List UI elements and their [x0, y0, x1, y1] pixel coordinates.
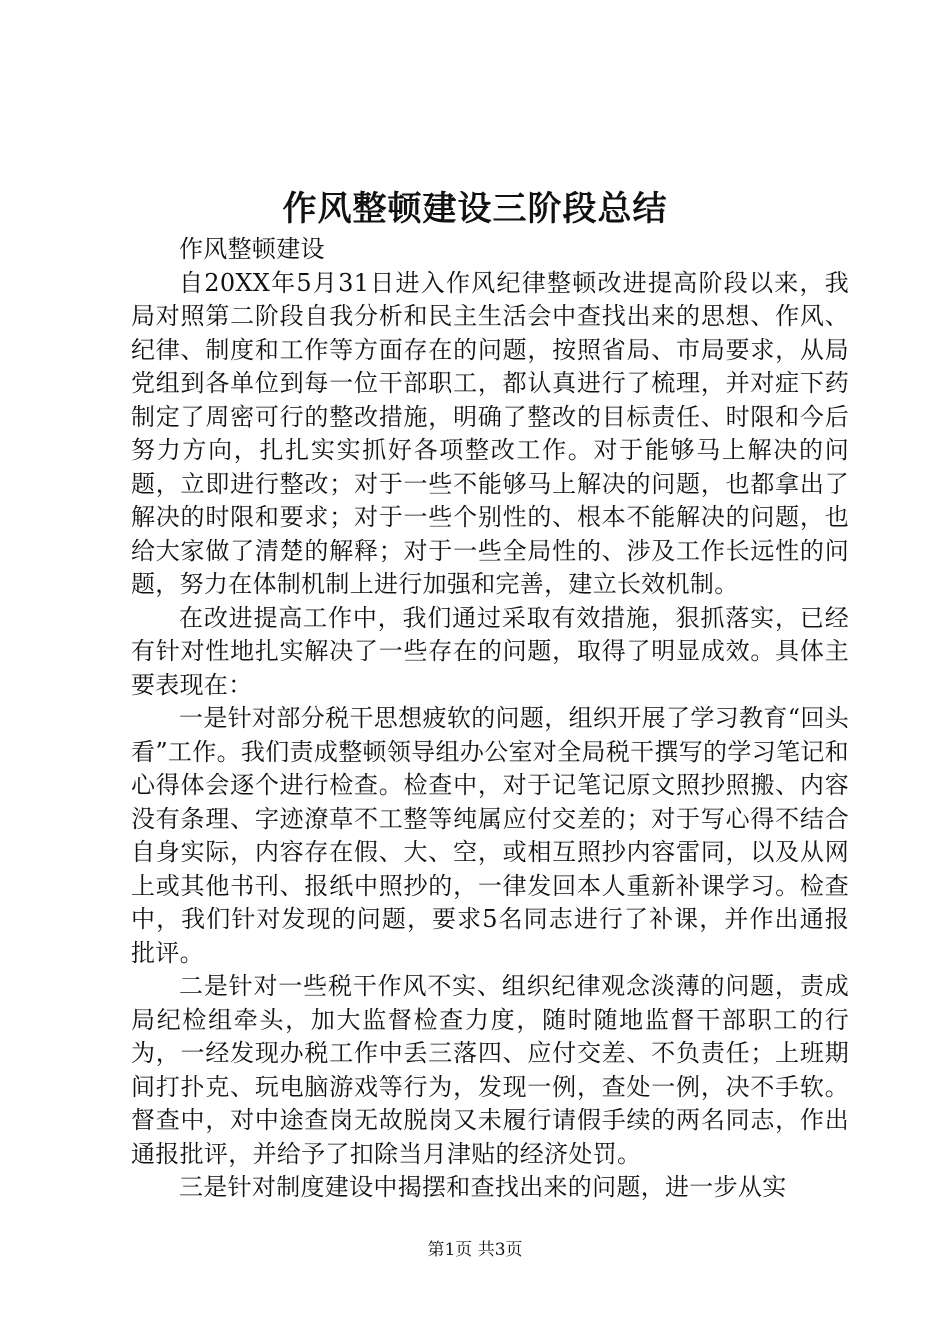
paragraph-point-two: 二是针对一些税干作风不实、组织纪律观念淡薄的问题，责成局纪检组牵头，加大监督检查力度，随时随地监督干部职工的行为，一经发现办税工作中丢三落四、应付交差、不负责任；上班期间打扑克、玩电脑游戏等行为，发现一例，查处一例，决不手软。督查中，对中途查岗无故脱岗又未履行请假手续的两名同志，作出通报批评，并给予了扣除当月津贴的经济处罚。	[131, 972, 849, 1168]
page-number-footer: 第1页 共3页	[427, 1240, 523, 1260]
paragraph-point-one: 一是针对部分税干思想疲软的问题，组织开展了学习教育“回头看”工作。我们责成整顿领导组办公室对全局税干撰写的学习笔记和心得体会逐个进行检查。检查中，对于记笔记原文照抄照搬、内容没有条理、字迹潦草不工整等纯属应付交差的；对于写心得不结合自身实际，内容存在假、大、空，或相互照抄内容雷同，以及从网上或其他书刊、报纸中照抄的，一律发回本人重新补课学习。检查中，我们针对发现的问题，要求5名同志进行了补课，并作出通报批评。	[131, 704, 849, 967]
document-title: 作风整顿建设三阶段总结	[282, 189, 668, 229]
document-body	[131, 233, 849, 1205]
paragraph-point-three: 三是针对制度建设中揭摆和查找出来的问题，进一步从实	[179, 1173, 787, 1201]
paragraph-results: 在改进提高工作中，我们通过采取有效措施，狠抓落实，已经有针对性地扎实解决了一些存在的问题，取得了明显成效。具体主要表现在：	[131, 603, 849, 699]
paragraph-intro: 自20XX年5月31日进入作风纪律整顿改进提高阶段以来，我局对照第二阶段自我分析和民主生活会中查找出来的思想、作风、纪律、制度和工作等方面存在的问题，按照省局、市局要求，从局党组到各单位到每一位干部职工，都认真进行了梳理，并对症下药制定了周密可行的整改措施，明确了整改的目标责任、时限和今后努力方向，扎扎实实抓好各项整改工作。对于能够马上解决的问题，立即进行整改；对于一些不能够马上解决的问题，也都拿出了解决的时限和要求；对于一些个别性的、根本不能解决的问题，也给大家做了清楚的解释；对于一些全局性的、涉及工作长远性的问题，努力在体制机制上进行加强和完善，建立长效机制。	[131, 268, 849, 598]
paragraph-subtitle: 作风整顿建设	[179, 235, 325, 263]
